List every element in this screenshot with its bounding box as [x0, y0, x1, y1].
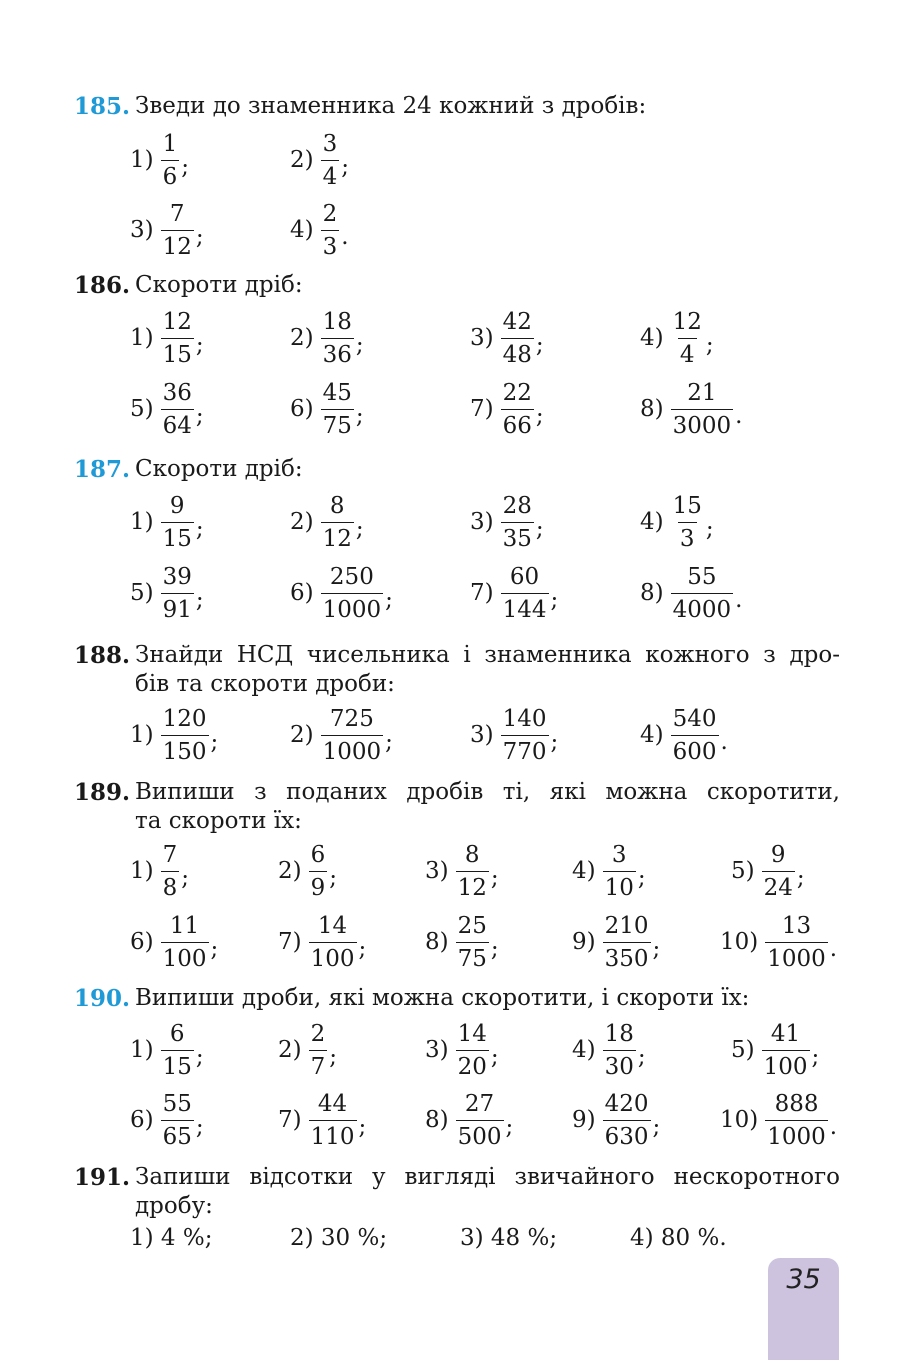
fraction: [456, 1021, 489, 1080]
punctuation: ;: [355, 403, 364, 429]
exercise-text-188-line2: бів та скороти дроби:: [135, 671, 395, 697]
numerator: 41: [770, 1020, 801, 1047]
denominator: 8: [161, 871, 180, 901]
item-label: 1): [130, 858, 154, 884]
fraction-item: [720, 910, 837, 974]
fraction-item: [278, 1018, 337, 1082]
fraction-item: [278, 910, 366, 974]
denominator: 12: [161, 230, 194, 260]
item-label: 3): [470, 325, 494, 351]
numerator: 55: [687, 563, 717, 590]
item-label: 3): [130, 217, 154, 243]
punctuation: ;: [210, 729, 219, 755]
denominator: 15: [161, 522, 194, 552]
punctuation: ;: [652, 936, 661, 962]
numerator: 2: [310, 1020, 326, 1047]
numerator: 28: [502, 492, 532, 519]
fraction: [321, 201, 340, 260]
numerator: 420: [604, 1090, 649, 1117]
fraction-item: [130, 1018, 204, 1082]
fraction: [161, 1021, 194, 1080]
fraction-item: [290, 561, 393, 625]
item-label: 2): [278, 858, 302, 884]
item-label: 10): [720, 1107, 759, 1133]
fraction: [161, 201, 194, 260]
fraction-item: [290, 377, 364, 441]
numerator: 13: [781, 912, 812, 939]
denominator: 1000: [765, 942, 828, 972]
numerator: 18: [604, 1020, 634, 1047]
item-label: 4): [572, 1037, 596, 1063]
punctuation: ;: [195, 587, 204, 613]
punctuation: ;: [535, 516, 544, 542]
fraction: [321, 131, 340, 190]
punctuation: ;: [490, 865, 499, 891]
denominator: 12: [321, 522, 354, 552]
fraction: [765, 913, 828, 972]
fraction-item: [130, 128, 189, 192]
fraction-item: [425, 1018, 499, 1082]
numerator: 7: [162, 841, 178, 868]
item-label: 8): [425, 1107, 449, 1133]
fraction-item: [290, 490, 364, 554]
denominator: 150: [161, 735, 209, 765]
denominator: 500: [456, 1120, 504, 1150]
numerator: 55: [162, 1090, 192, 1117]
denominator: 35: [501, 522, 534, 552]
fraction-item: [640, 377, 742, 441]
item-label: 1): [130, 1037, 154, 1063]
denominator: 600: [671, 735, 719, 765]
numerator: 725: [329, 705, 374, 732]
numerator: 25: [457, 912, 487, 939]
item-label: 4): [640, 722, 664, 748]
numerator: 36: [162, 379, 192, 406]
exercise-text-191-line1: Запиши відсотки у вигляді звичайного нескоротного: [135, 1164, 840, 1190]
numerator: 44: [317, 1090, 348, 1117]
numerator: 888: [774, 1090, 819, 1117]
numerator: 15: [672, 492, 702, 519]
fraction-item: [470, 490, 544, 554]
fraction-item: [425, 1088, 513, 1152]
exercise-number-186: 186.: [74, 272, 131, 299]
item-label: 5): [731, 1037, 755, 1063]
exercise-number-189: 189.: [74, 779, 131, 806]
denominator: 144: [501, 593, 549, 623]
denominator: 75: [321, 409, 354, 439]
punctuation: .: [341, 224, 349, 250]
punctuation: ;: [195, 224, 204, 250]
fraction-item: [278, 839, 337, 903]
numerator: 7: [169, 200, 185, 227]
item-label: 4): [572, 858, 596, 884]
fraction: [501, 493, 534, 552]
item-label: 6): [290, 580, 314, 606]
exercise-number-187: 187.: [74, 456, 131, 483]
punctuation: ;: [637, 1044, 646, 1070]
denominator: 7: [309, 1050, 328, 1080]
item-label: 1): [130, 509, 154, 535]
fraction: [321, 380, 354, 439]
percent-item-1: 1) 4 %;: [130, 1225, 213, 1251]
denominator: 30: [603, 1050, 636, 1080]
item-label: 4): [640, 325, 664, 351]
percent-item-2: 2) 30 %;: [290, 1225, 388, 1251]
fraction-item: [640, 703, 728, 767]
fraction: [161, 564, 194, 623]
fraction-item: [470, 561, 558, 625]
numerator: 60: [509, 563, 540, 590]
fraction: [309, 842, 328, 901]
item-label: 6): [290, 396, 314, 422]
item-label: 7): [278, 929, 302, 955]
denominator: 770: [501, 735, 549, 765]
numerator: 6: [169, 1020, 185, 1047]
exercise-number-188: 188.: [74, 642, 131, 669]
numerator: 9: [169, 492, 185, 519]
item-label: 2): [290, 325, 314, 351]
numerator: 2: [322, 200, 338, 227]
numerator: 21: [687, 379, 717, 406]
punctuation: .: [720, 729, 728, 755]
punctuation: ;: [181, 154, 189, 180]
fraction-item: [130, 490, 204, 554]
fraction: [671, 564, 734, 623]
fraction: [603, 1091, 651, 1150]
punctuation: ;: [195, 1114, 204, 1140]
item-label: 2): [290, 722, 314, 748]
fraction: [456, 913, 489, 972]
fraction: [603, 842, 636, 901]
denominator: 48: [501, 338, 534, 368]
punctuation: .: [735, 403, 743, 429]
item-label: 5): [731, 858, 755, 884]
punctuation: .: [829, 936, 838, 962]
denominator: 3000: [671, 409, 734, 439]
fraction: [161, 309, 194, 368]
punctuation: ;: [358, 936, 367, 962]
denominator: 65: [161, 1120, 194, 1150]
fraction-item: [278, 1088, 366, 1152]
numerator: 22: [502, 379, 532, 406]
fraction: [161, 842, 180, 901]
fraction: [161, 1091, 194, 1150]
numerator: 8: [329, 492, 345, 519]
item-label: 1): [130, 325, 154, 351]
punctuation: ;: [195, 332, 204, 358]
item-label: 8): [640, 396, 664, 422]
fraction: [456, 1091, 504, 1150]
fraction-item: [572, 1018, 646, 1082]
punctuation: .: [735, 587, 743, 613]
fraction: [762, 842, 795, 901]
fraction: [321, 493, 354, 552]
exercise-number-191: 191.: [74, 1164, 131, 1191]
fraction: [603, 1021, 636, 1080]
fraction-item: [572, 1088, 660, 1152]
denominator: 36: [321, 338, 354, 368]
numerator: 39: [162, 563, 192, 590]
fraction-item: [640, 561, 742, 625]
fraction-item: [425, 910, 499, 974]
item-label: 7): [470, 580, 494, 606]
fraction: [161, 380, 194, 439]
fraction-item: [731, 1018, 819, 1082]
punctuation: .: [829, 1114, 838, 1140]
punctuation: ;: [195, 1044, 204, 1070]
fraction-item: [290, 703, 393, 767]
denominator: 64: [161, 409, 194, 439]
item-label: 5): [130, 580, 154, 606]
denominator: 15: [161, 1050, 194, 1080]
denominator: 4: [321, 160, 340, 190]
item-label: 2): [290, 147, 314, 173]
numerator: 27: [464, 1090, 495, 1117]
fraction-item: [130, 561, 204, 625]
fraction-item: [720, 1088, 837, 1152]
fraction: [671, 309, 704, 368]
denominator: 3: [321, 230, 340, 260]
punctuation: ;: [490, 936, 499, 962]
item-label: 6): [130, 1107, 154, 1133]
punctuation: ;: [355, 516, 364, 542]
denominator: 4: [678, 338, 697, 368]
fraction: [603, 913, 651, 972]
fraction-item: [130, 377, 204, 441]
item-label: 4): [290, 217, 314, 243]
exercise-text-188-line1: Знайди НСД чисельника і знаменника кожного з дро-: [135, 642, 840, 668]
numerator: 250: [329, 563, 374, 590]
punctuation: ;: [358, 1114, 367, 1140]
fraction-item: [731, 839, 805, 903]
denominator: 9: [309, 871, 328, 901]
numerator: 18: [322, 308, 352, 335]
fraction-item: [290, 198, 349, 262]
punctuation: ;: [505, 1114, 514, 1140]
fraction-item: [425, 839, 499, 903]
fraction-item: [130, 910, 218, 974]
item-label: 9): [572, 1107, 596, 1133]
item-label: 2): [290, 509, 314, 535]
page-number-tab: [768, 1258, 839, 1360]
fraction: [309, 1021, 328, 1080]
denominator: 75: [456, 942, 489, 972]
numerator: 140: [502, 705, 547, 732]
denominator: 66: [501, 409, 534, 439]
fraction: [161, 913, 209, 972]
fraction-item: [470, 377, 544, 441]
exercise-number-185: 185.: [74, 93, 131, 120]
exercise-text-187: Скороти дріб:: [135, 456, 303, 482]
fraction: [671, 706, 719, 765]
denominator: 1000: [765, 1120, 828, 1150]
denominator: 350: [603, 942, 651, 972]
numerator: 1: [162, 130, 178, 157]
fraction: [501, 380, 534, 439]
punctuation: ;: [637, 865, 646, 891]
numerator: 6: [310, 841, 326, 868]
denominator: 91: [161, 593, 194, 623]
numerator: 14: [457, 1020, 487, 1047]
percent-item-4: 4) 80 %.: [630, 1225, 727, 1251]
punctuation: ;: [796, 865, 805, 891]
item-label: 3): [470, 509, 494, 535]
fraction-item: [130, 198, 204, 262]
exercise-text-186: Скороти дріб:: [135, 272, 303, 298]
fraction-item: [290, 128, 349, 192]
numerator: 9: [770, 841, 786, 868]
fraction-item: [470, 703, 558, 767]
punctuation: ;: [535, 332, 544, 358]
fraction-item: [572, 839, 646, 903]
punctuation: ;: [705, 516, 714, 542]
fraction: [309, 1091, 357, 1150]
numerator: 14: [317, 912, 348, 939]
denominator: 100: [309, 942, 357, 972]
punctuation: ;: [550, 587, 559, 613]
numerator: 8: [464, 841, 480, 868]
punctuation: ;: [535, 403, 544, 429]
denominator: 1000: [321, 735, 384, 765]
punctuation: ;: [385, 729, 393, 755]
item-label: 5): [130, 396, 154, 422]
fraction-item: [130, 1088, 204, 1152]
item-label: 10): [720, 929, 759, 955]
denominator: 1000: [321, 593, 384, 623]
page-number: 35: [786, 1264, 821, 1295]
denominator: 20: [456, 1050, 489, 1080]
item-label: 2): [278, 1037, 302, 1063]
item-label: 7): [470, 396, 494, 422]
numerator: 12: [672, 308, 702, 335]
percent-item-3: 3) 48 %;: [460, 1225, 558, 1251]
numerator: 11: [169, 912, 200, 939]
fraction-item: [640, 490, 714, 554]
fraction: [671, 380, 734, 439]
numerator: 540: [672, 705, 717, 732]
punctuation: ;: [355, 332, 364, 358]
denominator: 630: [603, 1120, 651, 1150]
punctuation: ;: [652, 1114, 661, 1140]
numerator: 42: [502, 308, 532, 335]
fraction: [456, 842, 489, 901]
fraction: [501, 564, 549, 623]
fraction-item: [290, 306, 364, 370]
exercise-number-190: 190.: [74, 985, 131, 1012]
numerator: 120: [162, 705, 207, 732]
denominator: 110: [309, 1120, 357, 1150]
punctuation: ;: [195, 516, 204, 542]
denominator: 10: [603, 871, 636, 901]
fraction: [765, 1091, 828, 1150]
punctuation: ;: [181, 865, 189, 891]
exercise-text-190: Випиши дроби, які можна скоротити, і скороти їх:: [135, 985, 750, 1011]
item-label: 3): [425, 858, 449, 884]
fraction: [321, 706, 384, 765]
punctuation: ;: [329, 865, 337, 891]
denominator: 100: [161, 942, 209, 972]
fraction-item: [130, 839, 189, 903]
item-label: 7): [278, 1107, 302, 1133]
fraction: [501, 309, 534, 368]
exercise-text-189-line2: та скороти їх:: [135, 808, 302, 834]
item-label: 8): [425, 929, 449, 955]
punctuation: ;: [811, 1044, 820, 1070]
numerator: 12: [162, 308, 192, 335]
fraction: [161, 131, 180, 190]
denominator: 12: [456, 871, 489, 901]
fraction-item: [470, 306, 544, 370]
item-label: 6): [130, 929, 154, 955]
denominator: 100: [762, 1050, 810, 1080]
item-label: 4): [640, 509, 664, 535]
fraction-item: [130, 703, 218, 767]
punctuation: ;: [705, 332, 714, 358]
exercise-text-185: Зведи до знаменника 24 кожний з дробів:: [135, 93, 647, 119]
fraction-item: [572, 910, 660, 974]
item-label: 8): [640, 580, 664, 606]
fraction: [309, 913, 357, 972]
fraction: [161, 706, 209, 765]
fraction: [762, 1021, 810, 1080]
fraction: [671, 493, 704, 552]
punctuation: ;: [341, 154, 349, 180]
item-label: 9): [572, 929, 596, 955]
punctuation: ;: [490, 1044, 499, 1070]
fraction: [321, 564, 384, 623]
punctuation: ;: [329, 1044, 337, 1070]
punctuation: ;: [550, 729, 559, 755]
numerator: 45: [322, 379, 352, 406]
punctuation: ;: [385, 587, 393, 613]
item-label: 1): [130, 722, 154, 748]
fraction: [501, 706, 549, 765]
denominator: 6: [161, 160, 180, 190]
item-label: 3): [425, 1037, 449, 1063]
fraction: [321, 309, 354, 368]
exercise-text-191-line2: дробу:: [135, 1193, 213, 1219]
punctuation: ;: [210, 936, 219, 962]
denominator: 15: [161, 338, 194, 368]
fraction-item: [130, 306, 204, 370]
denominator: 3: [678, 522, 697, 552]
fraction-item: [640, 306, 714, 370]
punctuation: ;: [195, 403, 204, 429]
denominator: 24: [762, 871, 795, 901]
numerator: 210: [604, 912, 649, 939]
denominator: 4000: [671, 593, 734, 623]
item-label: 3): [470, 722, 494, 748]
numerator: 3: [611, 841, 627, 868]
numerator: 3: [322, 130, 338, 157]
fraction: [161, 493, 194, 552]
item-label: 1): [130, 147, 154, 173]
exercise-text-189-line1: Випиши з поданих дробів ті, які можна скоротити,: [135, 779, 840, 805]
